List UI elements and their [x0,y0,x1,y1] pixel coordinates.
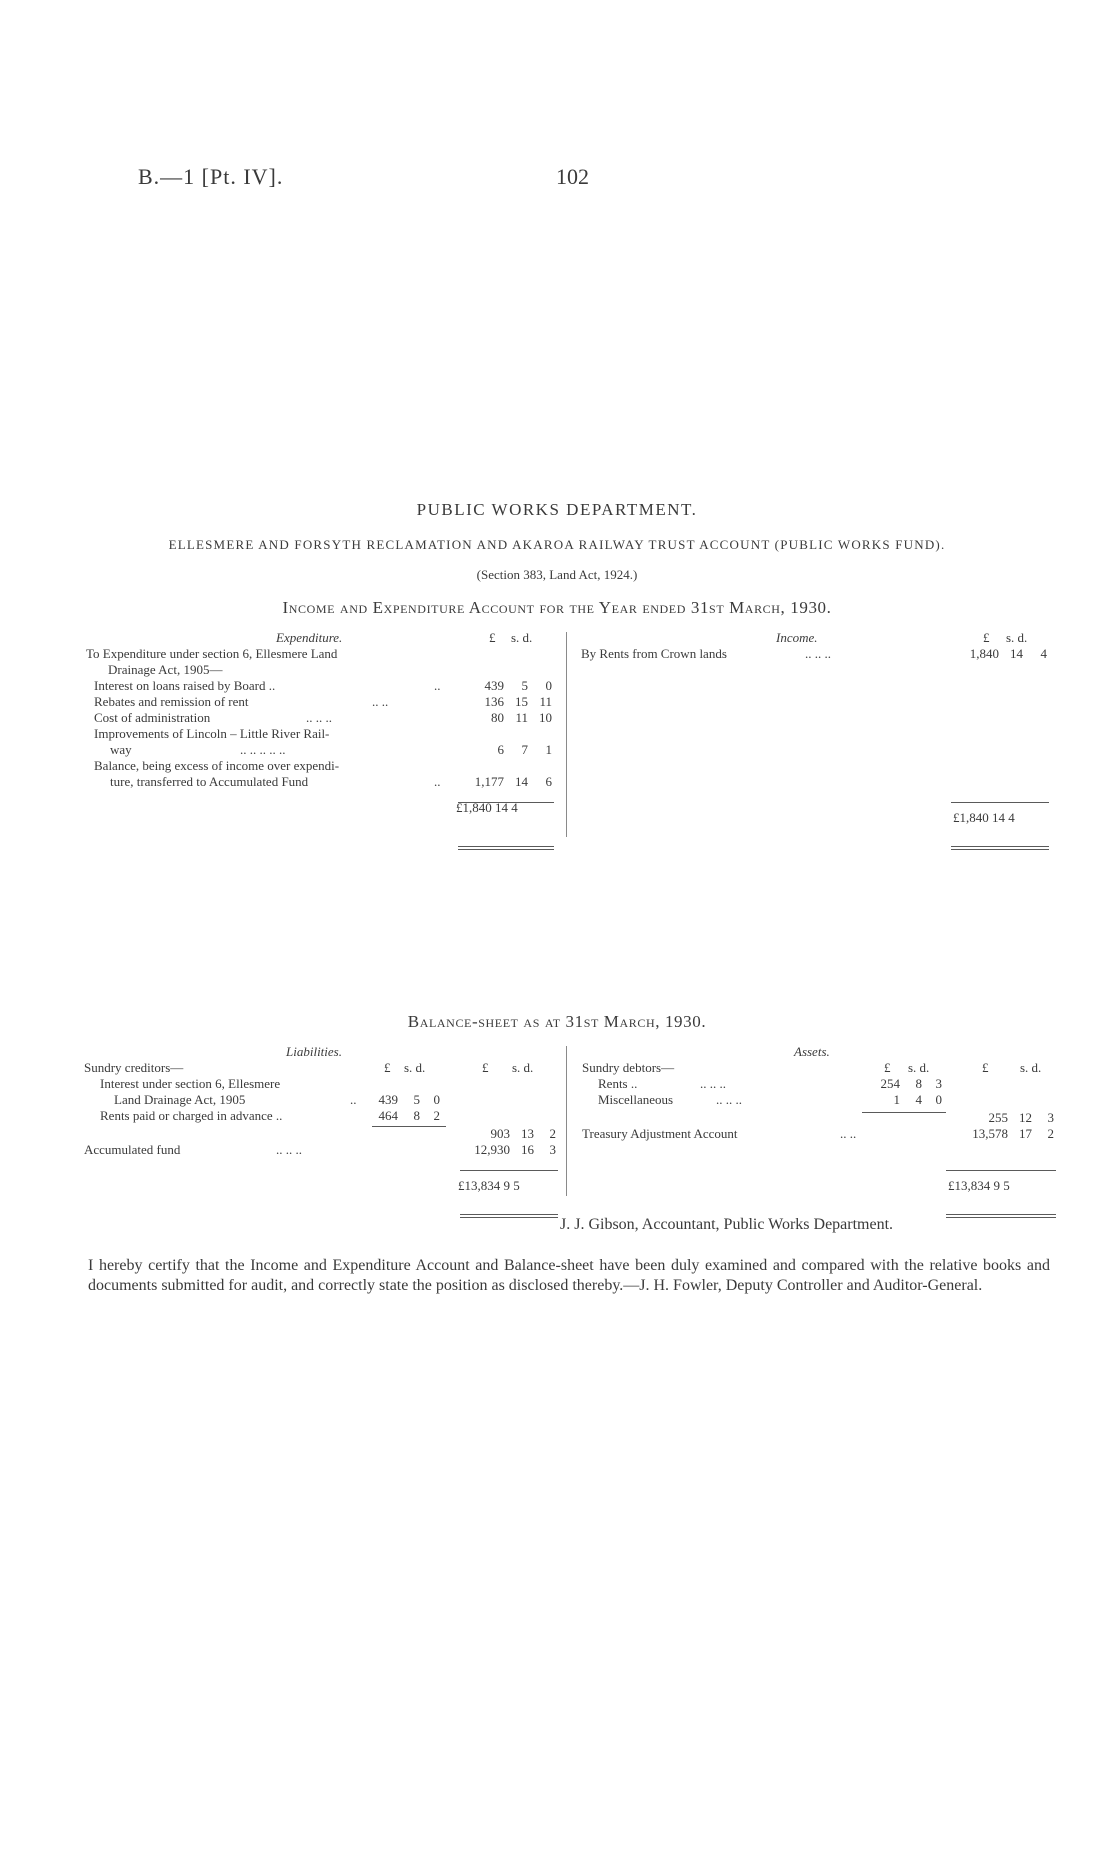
total-double-rule [458,846,554,850]
page-number: 102 [556,164,589,189]
expenditure-item-administration: Cost of administration .. .. .. 80 11 10 [94,710,552,725]
pounds-header: £ [489,630,496,645]
liabilities-total: £13,834 9 5 [458,1178,520,1193]
expenditure-heading: Expenditure. [276,630,343,645]
income-panel [581,630,1053,825]
income-item-rents: By Rents from Crown lands .. .. .. 1,840 14 4 [581,646,1047,661]
expenditure-item-balance: ture, transferred to Accumulated Fund .. 1,177 14 6 [110,774,552,789]
column-divider [566,632,567,837]
accountant-signature: J. J. Gibson, Accountant, Public Works Department. [560,1216,894,1233]
trust-title: ELLESMERE AND FORSYTH RECLAMATION AND AKAROA RAILWAY TRUST ACCOUNT (PUBLIC WORKS FUND). [168,537,946,552]
expenditure-line: Improvements of Lincoln – Little River Rail- [94,726,330,741]
assets-panel [582,1044,1054,1193]
asset-item-treasury: Treasury Adjustment Account .. .. 13,578 17 2 [582,1126,1054,1141]
liabilities-panel [84,1044,564,1193]
sd-header: s. d. [404,1060,426,1075]
sd-header: s. d. [908,1060,930,1075]
header-reference: B.—1 [Pt. IV]. [138,164,284,189]
total-double-rule [460,1214,558,1218]
sundry-creditors-label: Sundry creditors— [84,1060,184,1075]
asset-item-miscellaneous: Miscellaneous .. .. .. 1 4 0 [598,1092,942,1107]
expenditure-total: £1,840 14 4 [456,800,518,815]
total-rule [951,802,1049,803]
pounds-header: £ [982,1060,989,1075]
total-rule [946,1170,1056,1171]
total-double-rule [951,846,1049,850]
asset-debtors-total: 255 12 3 [988,1110,1054,1125]
income-total: £1,840 14 4 [953,810,1015,825]
ie-title: Income and Expenditure Account for the Year ended 31st March, 1930. [282,598,832,617]
pounds-header: £ [482,1060,489,1075]
liability-line: Interest under section 6, Ellesmere [100,1076,281,1091]
sd-header: s. d. [511,630,533,645]
liability-item-interest: Land Drainage Act, 1905 .. 439 5 0 [114,1092,440,1107]
expenditure-line: To Expenditure under section 6, Ellesmere Land [86,646,338,661]
section-reference: (Section 383, Land Act, 1924.) [476,567,638,582]
bs-title: Balance-sheet as at 31st March, 1930. [407,1012,707,1031]
total-double-rule [946,1214,1056,1218]
department-title: PUBLIC WORKS DEPARTMENT. [416,500,698,519]
pounds-header: £ [983,630,990,645]
asset-item-rents: Rents .. .. .. .. 254 8 3 [598,1076,942,1091]
assets-heading: Assets. [794,1044,830,1059]
expenditure-item-interest: Interest on loans raised by Board .. .. 439 5 0 [94,678,552,693]
income-heading: Income. [776,630,818,645]
liability-creditors-total: 903 13 2 [490,1126,556,1141]
expenditure-item-rebates: Rebates and remission of rent .. .. 136 15 11 [94,694,552,709]
sd-header: s. d. [1020,1060,1042,1075]
sundry-debtors-label: Sundry debtors— [582,1060,675,1075]
sd-header: s. d. [1006,630,1028,645]
liability-item-accumulated: Accumulated fund .. .. .. 12,930 16 3 [84,1142,556,1157]
sd-header: s. d. [512,1060,534,1075]
expenditure-item-improvements: way .. .. .. .. .. 6 7 1 [110,742,552,757]
liability-item-rents-paid: Rents paid or charged in advance .. 464 8 2 [100,1108,440,1123]
liabilities-heading: Liabilities. [286,1044,342,1059]
pounds-header: £ [884,1060,891,1075]
expenditure-line: Drainage Act, 1905— [108,662,223,677]
pounds-header: £ [384,1060,391,1075]
column-divider [566,1046,567,1196]
expenditure-panel [86,630,558,816]
total-rule [460,1170,558,1171]
assets-total: £13,834 9 5 [948,1178,1010,1193]
expenditure-line: Balance, being excess of income over expendi- [94,758,340,773]
audit-certificate: I hereby certify that the Income and Expenditure Account and Balance-sheet have been duly examined and compared with the relative books and documents submitted for audit, and correctly state the position as disclosed thereby.—J. H. Fowler, Deputy Controller and Auditor-General. [88,1257,1050,1294]
